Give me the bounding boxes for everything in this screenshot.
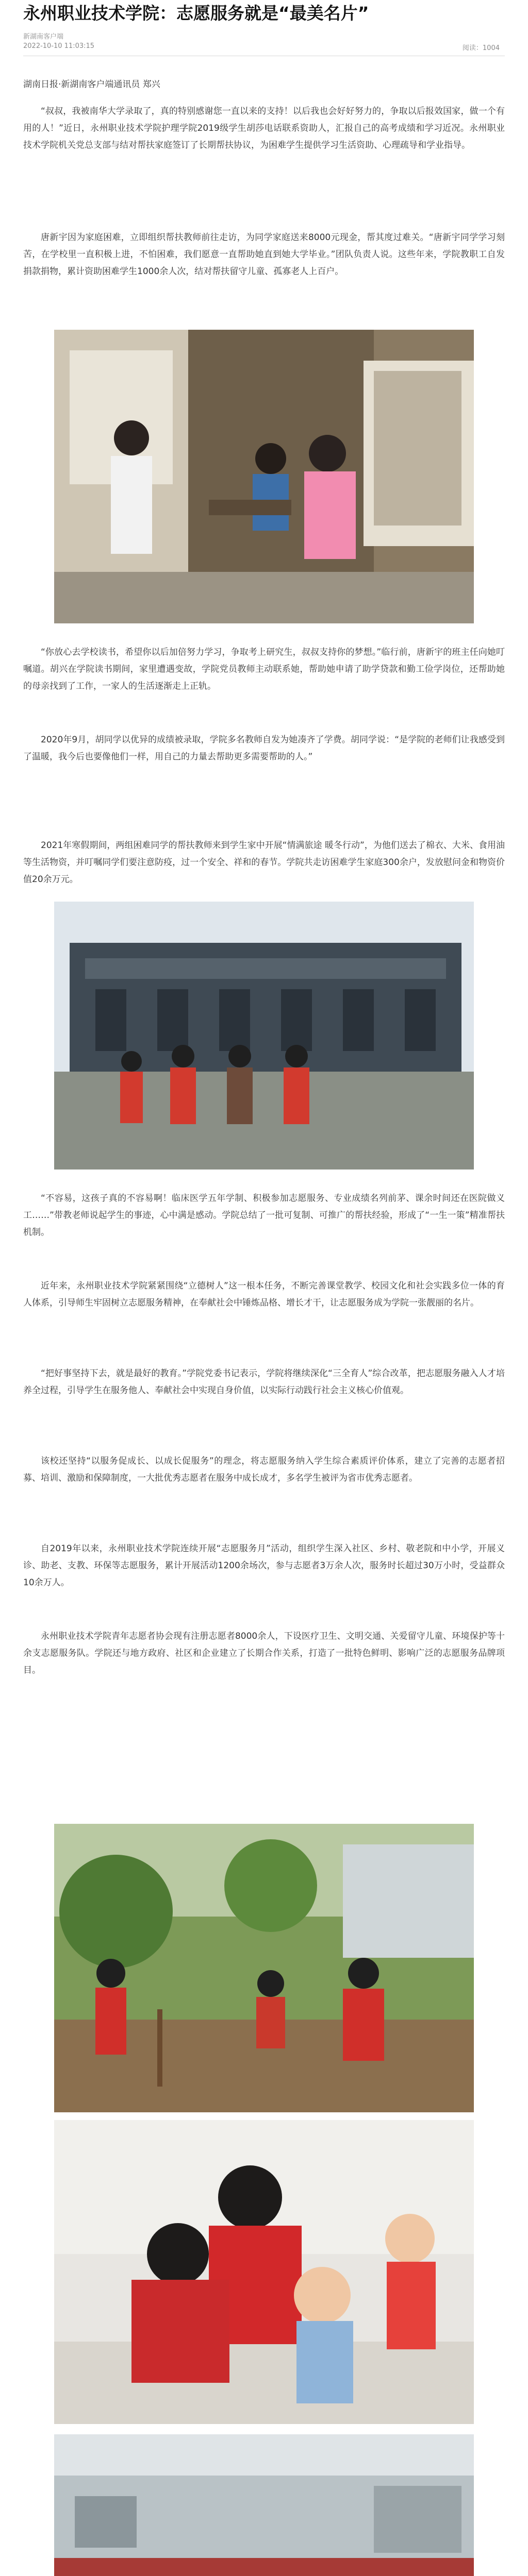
byline: 湖南日报·新湖南客户端通讯员 郑兴 [23,79,160,90]
photo-outdoor-visit [54,902,474,1170]
paragraph-5: 2021年寒假期间，两组困难同学的帮扶教师来到学生家中开展“情满旅途 暖冬行动”，为他们送去了棉衣、大米、食用油等生活物资，并叮嘱同学们要注意防疫，过一个安全、祥和的春节。学院共走访困难学生家庭300余户，发放慰问金和物资价值20余万元。 [23,840,505,885]
paragraph-7: 近年来，永州职业技术学院紧紧围绕“立德树人”这一根本任务，不断完善课堂教学、校园文化和社会实践多位一体的育人体系，引导师生牢固树立志愿服务精神，在奉献社会中锤炼品格、增长才干，让志愿服务成为学院一张靓丽的名片。 [23,1281,505,1308]
photo-child-checkup-image [54,2120,474,2424]
photo-home-visit-image [54,330,474,623]
article-container [23,0,505,2576]
photo-home-visit [54,330,474,623]
publish-date: 2022-10-10 11:03:15 [23,42,95,50]
paragraph-6: “不容易，这孩子真的不容易啊！临床医学五年学制、积极参加志愿服务、专业成绩名列前茅、课余时间还在医院做义工……”带教老师说起学生的事迹，心中满是感动。学院总结了一批可复制、可推广的帮扶经验，形成了“一生一策”精准帮扶机制。 [23,1193,505,1238]
paragraph-4: 2020年9月，胡同学以优异的成绩被录取，学院多名教师自发为她凑齐了学费。胡同学说：“是学院的老师们让我感受到了温暖，我今后也要像他们一样，用自己的力量去帮助更多需要帮助的人。” [23,735,505,762]
article-meta [23,31,505,52]
paragraph-11: 永州职业技术学院青年志愿者协会现有注册志愿者8000余人，下设医疗卫生、文明交通、关爱留守儿童、环境保护等十余支志愿服务队。学院还与地方政府、社区和企业建立了长期合作关系，打造了一批特色鲜明、影响广泛的志愿服务品牌项目。 [23,1631,505,1675]
view-count: 阅读：1004 [462,44,500,52]
paragraph-2: 唐新宇因为家庭困难，立即组织帮扶教师前往走访，为同学家庭送来8000元现金，帮其度过难关。“唐新宇同学学习刻苦，在学校里一直积极上进，不怕困难，我们愿意一直帮助她直到她大学毕业。”团队负责人说。这些年来，学院教职工自发捐款捐物，累计资助困难学生1000余人次，结对帮扶留守儿童、孤寡老人上百户。 [23,232,505,277]
article-source[interactable]: 新湖南客户端 [23,33,64,41]
photo-tree-planting-image [54,1824,474,2112]
article-title: 永州职业技术学院：志愿服务就是“最美名片” [23,3,369,23]
photo-child-checkup [54,2120,474,2424]
photo-group-image [54,2434,474,2576]
paragraph-8: “把好事坚持下去，就是最好的教育。”学院党委书记表示，学院将继续深化“三全育人”综合改革，把志愿服务融入人才培养全过程，引导学生在服务他人、奉献社会中实现自身价值，以实际行动践行社会主义核心价值观。 [23,1368,505,1396]
photo-outdoor-visit-image [54,902,474,1170]
paragraph-1: “叔叔，我被南华大学录取了，真的特别感谢您一直以来的支持！以后我也会好好努力的，争取以后报效国家，做一个有用的人！”近日，永州职业技术学院护理学院2019级学生胡莎电话联系资助人，汇报自己的高考成绩和学习近况。永州职业技术学院机关党总支部与结对帮扶家庭签订了长期帮扶协议，为困难学生提供学习生活资助、心理疏导和学业指导。 [23,106,505,150]
photo-tree-planting [54,1824,474,2112]
paragraph-10: 自2019年以来，永州职业技术学院连续开展“志愿服务月”活动，组织学生深入社区、乡村、敬老院和中小学，开展义诊、助老、支教、环保等志愿服务，累计开展活动1200余场次，参与志愿者3万余人次，服务时长超过30万小时，受益群众10余万人。 [23,1544,505,1588]
paragraph-3: “你放心去学校读书，希望你以后加倍努力学习，争取考上研究生，叔叔支持你的梦想。”临行前，唐新宇的班主任向她叮嘱道。胡兴在学院读书期间，家里遭遇变故，学院党员教师主动联系她，帮助她申请了助学贷款和勤工俭学岗位，还帮助她的母亲找到了工作，一家人的生活逐渐走上正轨。 [23,647,505,691]
photo-group [54,2434,474,2576]
paragraph-9: 该校还坚持“以服务促成长、以成长促服务”的理念，将志愿服务纳入学生综合素质评价体系，建立了完善的志愿者招募、培训、激励和保障制度，一大批优秀志愿者在服务中成长成才，多名学生被评为省市优秀志愿者。 [23,1456,505,1483]
